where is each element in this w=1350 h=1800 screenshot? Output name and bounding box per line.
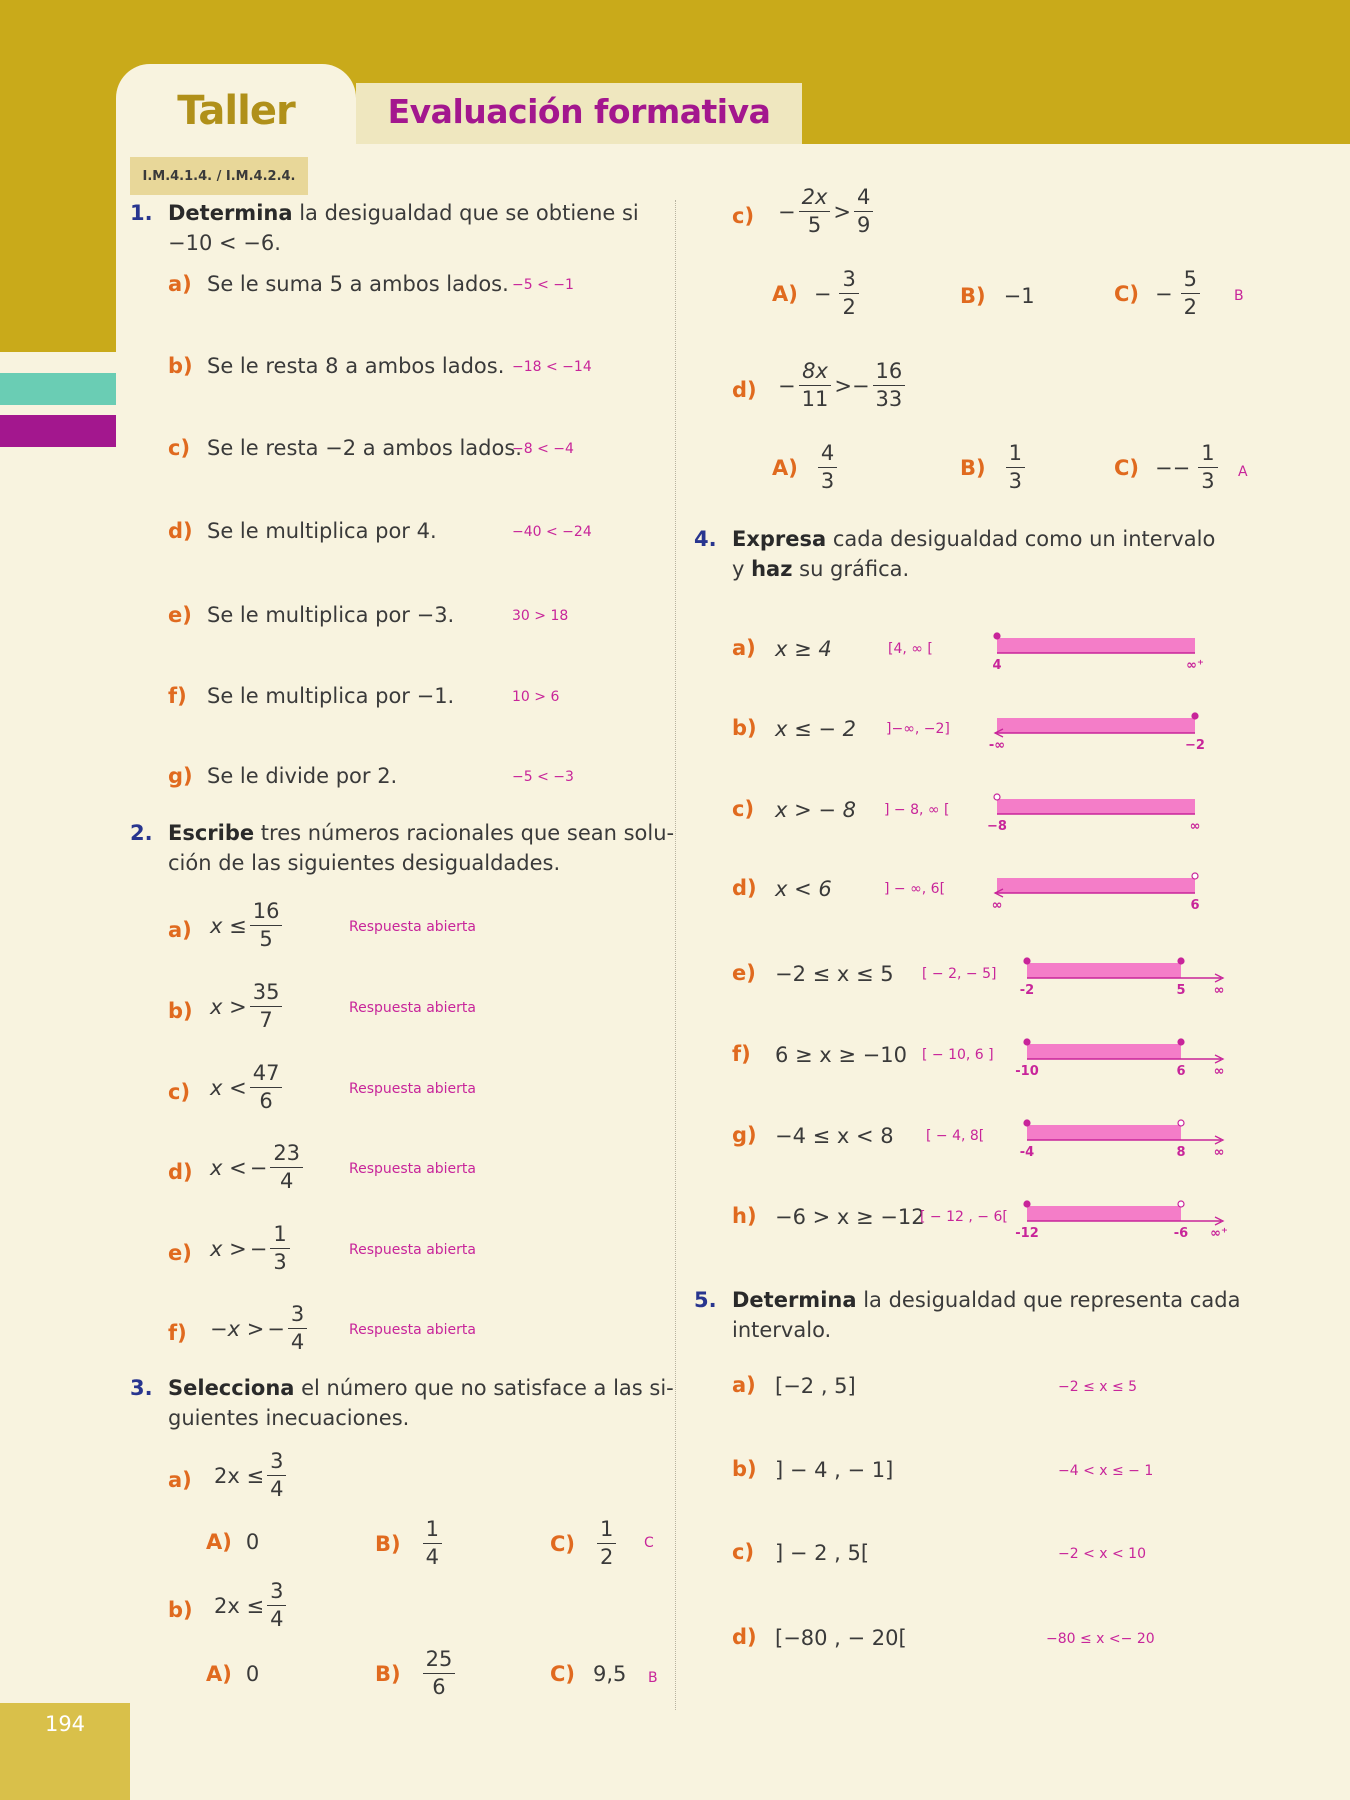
q2-item-expression (210, 981, 282, 1032)
q4-left-label: -12 (1015, 1226, 1039, 1241)
q4-statement: Expresa cada desigualdad como un intervalo (732, 527, 1216, 551)
q2-item-label: a) (168, 918, 192, 942)
q3b-option-b: B) $\frac{25}{6}$ (375, 1648, 455, 1699)
column-divider (675, 200, 676, 1710)
q2-item-numerator: 1 (270, 1223, 289, 1249)
q2-item-lhs: x < (210, 1155, 247, 1180)
q4-item-interval: [ − 2, − 5] (922, 966, 997, 982)
q5-item-interval: ] − 2 , 5[ (775, 1541, 870, 1565)
q1-item-text: Se le suma 5 a ambos lados. (207, 272, 509, 296)
q4-item-interval: ]−∞, −2] (886, 721, 950, 737)
q3d-label: d) (732, 378, 757, 402)
q1-item-text: Se le multiplica por −3. (207, 603, 455, 627)
q2-item-denominator: 6 (259, 1089, 273, 1113)
q5-item-interval: [−80 , − 20[ (775, 1626, 907, 1650)
q3b-fraction: $\frac{3}{4}$ (267, 1580, 286, 1631)
q2-item-lhs: x ≤ (210, 913, 247, 938)
q4-left-endpoint (1024, 1201, 1030, 1207)
q4-right-endpoint (1192, 873, 1198, 879)
q3-number: 3. (130, 1376, 153, 1400)
q4-interval-bar (997, 799, 1195, 814)
q5-number: 5. (694, 1288, 717, 1312)
q1-item-label: e) (168, 603, 192, 627)
q3b-option-a: A) 0 (206, 1662, 260, 1686)
q3c-option-c: C) − $\frac{5}{2}$ (1114, 268, 1200, 319)
q4-number: 4. (694, 527, 717, 551)
q5-item-answer: −2 ≤ x ≤ 5 (1058, 1379, 1138, 1395)
q4-left-label: 4 (992, 658, 1002, 673)
q2-item-fraction (288, 1303, 307, 1354)
q5-item-interval: [−2 , 5] (775, 1374, 856, 1398)
q2-item-numerator: 23 (270, 1142, 303, 1168)
q4-item-label: g) (732, 1123, 757, 1147)
q5-line2: intervalo. (732, 1318, 832, 1342)
q3a-option-a: A) 0 (206, 1530, 260, 1554)
q2-item-neg: − (267, 1316, 285, 1341)
q1-item-text: Se le multiplica por 4. (207, 519, 437, 543)
indicator-code: I.M.4.1.4. / I.M.4.2.4. (130, 157, 308, 195)
q3b-answer: B (648, 1670, 658, 1686)
q4-item-label: f) (732, 1042, 751, 1066)
q5-item-label: a) (732, 1373, 756, 1397)
q1-item-text: Se le multiplica por −1. (207, 684, 455, 708)
q2-item-expression (210, 900, 282, 951)
q4-item-inequality: −6 > x ≥ −12 (775, 1205, 925, 1229)
q2-item-numerator: 47 (250, 1062, 283, 1088)
q4-number-line (985, 951, 1235, 999)
q2-item-expression (210, 1303, 307, 1354)
q4-left-label: -2 (1019, 983, 1035, 998)
q1-line2: −10 < −6. (168, 231, 281, 255)
q1-verb: Determina (168, 201, 293, 225)
q4-item-label: a) (732, 636, 756, 660)
q3a-lhs: 2x ≤ (214, 1463, 265, 1488)
q2-statement (168, 818, 674, 848)
q2-item-answer: Respuesta abierta (349, 1161, 476, 1177)
q2-item-denominator: 4 (290, 1330, 305, 1354)
q4-item-interval: [ − 4, 8[ (926, 1128, 985, 1144)
q2-item-fraction (250, 981, 283, 1032)
q4-left-label: −8 (987, 819, 1007, 834)
q1-item-text: Se le resta −2 a ambos lados. (207, 436, 522, 460)
q4-item-interval: [4, ∞ [ (888, 641, 933, 657)
q3d-option-a: A) $\frac{4}{3}$ (772, 442, 837, 493)
q3d-option-b: B) $\frac{1}{3}$ (960, 442, 1025, 493)
q4-right-label: 8 (1176, 1145, 1186, 1160)
q4-left-endpoint (1024, 958, 1030, 964)
q1-item-answer: −8 < −4 (512, 441, 574, 457)
q4-interval-bar (1027, 1125, 1181, 1140)
q1-item-answer: 10 > 6 (512, 689, 560, 705)
q3c-option-a: A) − $\frac{3}{2}$ (772, 268, 859, 319)
purple-accent-bar (0, 415, 116, 447)
q4-interval-bar (1027, 963, 1181, 978)
q2-item-label: e) (168, 1241, 192, 1265)
q1-item-label: g) (168, 764, 193, 788)
q4-interval-bar (997, 878, 1195, 893)
q4-left-endpoint (994, 794, 1000, 800)
q3a-option-b: B) $\frac{1}{4}$ (375, 1518, 442, 1569)
q3b-option-c: C) 9,5 (550, 1662, 627, 1686)
q2-item-lhs: x < (210, 1075, 247, 1100)
q4-infinity-label: ∞ (1213, 983, 1225, 998)
q4-right-endpoint (1178, 1201, 1184, 1207)
q2-item-expression (210, 1223, 290, 1274)
q4-item-label: d) (732, 876, 757, 900)
q3d-answer: A (1238, 464, 1248, 480)
q5-item-label: c) (732, 1540, 755, 1564)
q5-item-interval: ] − 4 , − 1] (775, 1458, 894, 1482)
q3-statement (168, 1373, 674, 1403)
q4-item-inequality: x < 6 (775, 877, 832, 901)
q4-right-endpoint (1192, 713, 1198, 719)
q2-item-answer: Respuesta abierta (349, 919, 476, 935)
q2-item-numerator: 16 (250, 900, 283, 926)
q2-item-fraction (270, 1223, 289, 1274)
q4-right-label: ∞⁺ (1186, 658, 1204, 673)
q2-line2: ción de las siguientes desigualdades. (168, 851, 561, 875)
q2-item-lhs: x > (210, 1236, 247, 1261)
q4-number-line (985, 1032, 1235, 1080)
q4-item-label: b) (732, 716, 757, 740)
q1-item-label: f) (168, 684, 187, 708)
q3-line2: guientes inecuaciones. (168, 1406, 410, 1430)
left-band (0, 0, 116, 352)
q1-number: 1. (130, 201, 153, 225)
q3c-label: c) (732, 204, 755, 228)
q4-left-label: -∞ (988, 738, 1006, 753)
q5-item-label: b) (732, 1457, 757, 1481)
q4-line2: y haz su gráfica. (732, 557, 910, 581)
q4-left-endpoint (1024, 1120, 1030, 1126)
q5-item-label: d) (732, 1625, 757, 1649)
q4-interval-bar (997, 638, 1195, 653)
q4-item-inequality: −4 ≤ x < 8 (775, 1124, 894, 1148)
q4-right-label: ∞ (1189, 819, 1201, 834)
q1-item-label: a) (168, 272, 192, 296)
q2-item-answer: Respuesta abierta (349, 1081, 476, 1097)
q3b-label: b) (168, 1598, 193, 1622)
q4-right-label: -6 (1173, 1226, 1189, 1241)
q3a-answer: C (644, 1535, 654, 1551)
q3d-expression: − $\frac{8x}{11}$ >− $\frac{16}{33}$ (778, 360, 905, 411)
q3a-label: a) (168, 1468, 192, 1492)
q3d-option-c: C) −− $\frac{1}{3}$ (1114, 442, 1218, 493)
eval-title: Evaluación formativa (387, 92, 771, 131)
q3-text: el número que no satisface a las si- (294, 1376, 674, 1400)
q1-item-text: Se le divide por 2. (207, 764, 398, 788)
q4-item-label: h) (732, 1204, 757, 1228)
q3a-expression (214, 1450, 286, 1501)
q2-item-label: b) (168, 999, 193, 1023)
q4-item-inequality: −2 ≤ x ≤ 5 (775, 962, 894, 986)
q4-item-label: e) (732, 961, 756, 985)
q2-item-fraction (250, 1062, 283, 1113)
q2-item-expression (210, 1062, 282, 1113)
q1-text: la desigualdad que se obtiene si (292, 201, 639, 225)
q3b-expression: 2x ≤ $\frac{3}{4}$ (214, 1580, 286, 1631)
q2-item-label: f) (168, 1321, 187, 1345)
q2-item-denominator: 5 (259, 927, 273, 951)
q4-infinity-label: ∞ (1213, 1064, 1225, 1079)
q2-item-numerator: 3 (288, 1303, 307, 1329)
q2-item-label: d) (168, 1160, 193, 1184)
q3c-expression: − $\frac{2x}{5}$ > $\frac{4}{9}$ (778, 186, 873, 237)
q2-item-numerator: 35 (250, 981, 283, 1007)
q4-right-endpoint (1178, 1120, 1184, 1126)
q5-item-answer: −4 < x ≤ − 1 (1058, 1463, 1154, 1479)
q4-item-inequality: 6 ≥ x ≥ −10 (775, 1043, 907, 1067)
q4-item-interval: [ − 10, 6 ] (922, 1047, 994, 1063)
q2-item-expression (210, 1142, 303, 1193)
q2-item-denominator: 4 (279, 1169, 294, 1193)
q3c-answer: B (1234, 288, 1244, 304)
q4-left-endpoint (1024, 1039, 1030, 1045)
q3a-option-c: C) $\frac{1}{2}$ (550, 1518, 616, 1569)
q5-statement: Determina la desigualdad que representa cada (732, 1288, 1241, 1312)
q4-infinity-label: ∞ (1213, 1145, 1225, 1160)
q4-number-line (985, 706, 1235, 754)
q4-interval-bar (997, 718, 1195, 733)
q4-left-label: -10 (1015, 1064, 1039, 1079)
q1-item-label: c) (168, 436, 191, 460)
q4-item-interval: [ − 12 , − 6[ (920, 1209, 1008, 1225)
q5-item-answer: −2 < x < 10 (1058, 1546, 1146, 1562)
q4-interval-bar (1027, 1206, 1181, 1221)
q2-item-label: c) (168, 1080, 191, 1104)
q4-left-endpoint (994, 633, 1000, 639)
q2-item-denominator: 3 (273, 1250, 287, 1274)
q4-item-interval: ] − 8, ∞ [ (884, 802, 950, 818)
q5-item-answer: −80 ≤ x <− 20 (1046, 1631, 1155, 1647)
q1-item-answer: −18 < −14 (512, 359, 592, 375)
q4-right-label: 6 (1176, 1064, 1186, 1079)
q1-item-answer: −5 < −3 (512, 769, 574, 785)
page-number: 194 (44, 1712, 86, 1736)
q2-item-neg: − (249, 1155, 268, 1180)
q4-item-interval: ] − ∞, 6[ (884, 881, 946, 897)
q1-statement (168, 198, 639, 228)
q4-right-endpoint (1178, 1039, 1184, 1045)
q2-number: 2. (130, 821, 153, 845)
q4-item-inequality: x ≤ − 2 (775, 717, 857, 741)
q4-number-line (985, 1194, 1235, 1242)
q2-text: tres números racionales que sean solu- (254, 821, 675, 845)
q1-item-answer: −40 < −24 (512, 524, 592, 540)
q4-left-label: ∞ (991, 898, 1003, 913)
q4-item-inequality: x ≥ 4 (775, 637, 832, 661)
taller-title: Taller (177, 88, 295, 134)
q2-item-lhs: x > (210, 994, 247, 1019)
q1-item-answer: 30 > 18 (512, 608, 569, 624)
q4-interval-bar (1027, 1044, 1181, 1059)
q2-item-answer: Respuesta abierta (349, 1000, 476, 1016)
q1-item-label: b) (168, 354, 193, 378)
q4-number-line (985, 1113, 1235, 1161)
q4-number-line (985, 866, 1235, 914)
q4-right-label: 6 (1190, 898, 1200, 913)
q2-item-answer: Respuesta abierta (349, 1322, 476, 1338)
q1-item-label: d) (168, 519, 193, 543)
q3a-fraction: $\frac{3}{4}$ (267, 1450, 286, 1501)
q4-right-endpoint (1178, 958, 1184, 964)
q3-verb: Selecciona (168, 1376, 295, 1400)
q1-item-answer: −5 < −1 (512, 277, 574, 293)
q1-item-text: Se le resta 8 a ambos lados. (207, 354, 505, 378)
q4-left-label: -4 (1019, 1145, 1035, 1160)
q4-infinity-label: ∞⁺ (1210, 1226, 1228, 1241)
q2-item-denominator: 7 (259, 1008, 273, 1032)
q2-item-fraction (270, 1142, 303, 1193)
q4-right-label: 5 (1176, 983, 1186, 998)
q2-verb: Escribe (168, 821, 255, 845)
q4-right-label: −2 (1185, 738, 1205, 753)
q2-item-neg: − (249, 1236, 268, 1261)
q4-number-line (985, 787, 1235, 835)
q4-item-inequality: x > − 8 (775, 798, 857, 822)
q2-item-answer: Respuesta abierta (349, 1242, 476, 1258)
q2-item-fraction (250, 900, 283, 951)
teal-accent-bar (0, 373, 116, 405)
q4-number-line (985, 626, 1235, 674)
q3c-option-b: B) −1 (960, 284, 1035, 308)
q2-item-lhs: −x > (210, 1316, 265, 1341)
q4-item-label: c) (732, 797, 755, 821)
